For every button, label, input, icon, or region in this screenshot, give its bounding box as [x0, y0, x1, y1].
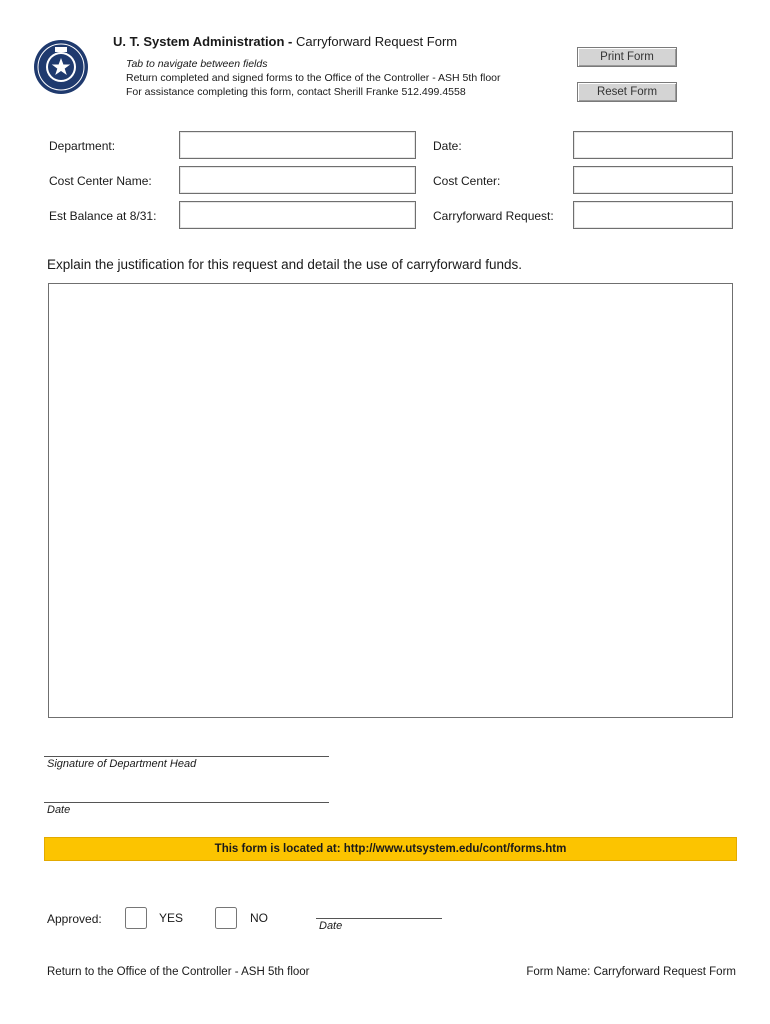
instruction-assist: For assistance completing this form, contact Sherill Franke 512.499.4558 [126, 86, 466, 98]
form-title-org: U. T. System Administration - [113, 34, 296, 49]
carryforward-request-field [573, 201, 733, 229]
print-form-button[interactable]: Print Form [577, 47, 677, 67]
justification-box [48, 283, 733, 718]
ut-system-seal-logo [33, 39, 89, 95]
reset-form-button[interactable]: Reset Form [577, 82, 677, 102]
cost-center-label: Cost Center: [433, 174, 501, 188]
form-title [113, 34, 457, 49]
instruction-tab: Tab to navigate between fields [126, 58, 268, 70]
cost-center-name-input[interactable] [180, 167, 415, 193]
est-balance-field [179, 201, 416, 229]
approved-no-label: NO [250, 911, 268, 925]
justification-textarea[interactable] [49, 284, 732, 717]
carryforward-request-label: Carryforward Request: [433, 209, 554, 223]
cost-center-input[interactable] [574, 167, 732, 193]
date-label: Date: [433, 139, 462, 153]
date-input[interactable] [574, 132, 732, 158]
footer-return-note: Return to the Office of the Controller - ASH 5th floor [47, 966, 310, 978]
signature-line[interactable] [44, 756, 329, 757]
est-balance-input[interactable] [180, 202, 415, 228]
carryforward-request-input[interactable] [574, 202, 732, 228]
approved-yes-checkbox[interactable] [125, 907, 147, 929]
date-field [573, 131, 733, 159]
cost-center-field [573, 166, 733, 194]
footer-form-name: Form Name: Carryforward Request Form [526, 966, 736, 978]
form-location-banner: This form is located at: http://www.utsystem.edu/cont/forms.htm [44, 837, 737, 861]
department-label: Department: [49, 139, 116, 153]
department-field [179, 131, 416, 159]
cost-center-name-label: Cost Center Name: [49, 174, 152, 188]
signature-date-caption: Date [47, 804, 71, 816]
signature-caption: Signature of Department Head [47, 758, 197, 770]
approved-no-checkbox[interactable] [215, 907, 237, 929]
justification-prompt: Explain the justification for this request and detail the use of carryforward funds. [47, 257, 523, 272]
form-title-name: Carryforward Request Form [296, 34, 458, 49]
est-balance-label: Est Balance at 8/31: [49, 209, 157, 223]
department-input[interactable] [180, 132, 415, 158]
approved-yes-label: YES [159, 911, 184, 925]
approved-label: Approved: [47, 912, 102, 926]
approval-date-line[interactable] [316, 918, 442, 919]
cost-center-name-field [179, 166, 416, 194]
instruction-return: Return completed and signed forms to the Office of the Controller - ASH 5th floor [126, 72, 501, 84]
approval-date-caption: Date [319, 920, 343, 932]
signature-date-line[interactable] [44, 802, 329, 803]
